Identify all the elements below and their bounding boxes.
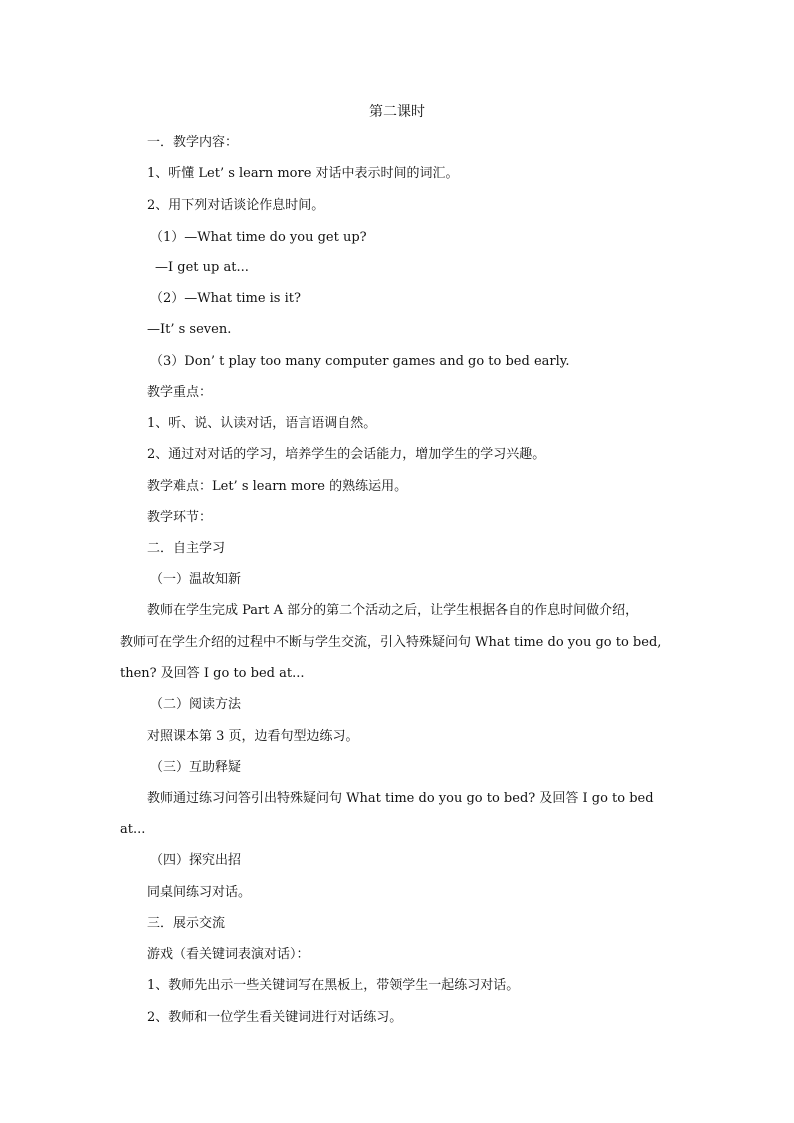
procedure-heading: 教学环节： — [147, 510, 213, 525]
subsection-explore: （四）探究出招 — [150, 853, 242, 868]
difficulty-line: 教学难点：Let’ s learn more 的熟练运用。 — [147, 479, 408, 494]
dialogue-3: （3）Don’ t play too many computer games and go to bed early. — [150, 354, 570, 369]
paragraph-review-line-2: 教师可在学生介绍的过程中不断与学生交流，引入特殊疑问句 What time do you go to bed, — [120, 635, 662, 650]
content-item-1: 1、听懂 Let’ s learn more 对话中表示时间的词汇。 — [147, 166, 459, 181]
game-heading: 游戏（看关键词表演对话）： — [147, 947, 310, 962]
subsection-review: （一）温故知新 — [150, 572, 242, 587]
subsection-mutual-help: （三）互助释疑 — [150, 760, 242, 775]
paragraph-explore: 同桌间练习对话。 — [147, 885, 252, 900]
paragraph-mutual-help-line-1: 教师通过练习问答引出特殊疑问句 What time do you go to bed? 及回答 I go to bed — [147, 791, 654, 806]
paragraph-review-line-3: then? 及回答 I go to bed at... — [120, 666, 305, 681]
dialogue-2-answer: —It’ s seven. — [147, 322, 232, 337]
dialogue-1-answer: —I get up at... — [155, 260, 249, 275]
game-step-2: 2、教师和一位学生看关键词进行对话练习。 — [147, 1010, 403, 1025]
subsection-reading-method: （二）阅读方法 — [150, 697, 242, 712]
content-item-2: 2、用下列对话谈论作息时间。 — [147, 198, 325, 213]
game-step-1: 1、教师先出示一些关键词写在黑板上，带领学生一起练习对话。 — [147, 978, 520, 993]
section-heading-self-study: 二．自主学习 — [147, 541, 226, 556]
paragraph-reading-method: 对照课本第 3 页，边看句型边练习。 — [147, 729, 359, 744]
section-heading-content: 一．教学内容： — [147, 135, 239, 150]
page-title: 第二课时 — [369, 104, 425, 120]
key-point-1: 1、听、说、认读对话，语言语调自然。 — [147, 416, 377, 431]
section-heading-show: 三．展示交流 — [147, 916, 226, 931]
paragraph-review-line-1: 教师在学生完成 Part A 部分的第二个活动之后，让学生根据各自的作息时间做介绍， — [147, 603, 639, 618]
key-point-2: 2、通过对对话的学习，培养学生的会话能力，增加学生的学习兴趣。 — [147, 447, 546, 462]
dialogue-1-question: （1）—What time do you get up? — [150, 230, 367, 245]
paragraph-mutual-help-line-2: at... — [120, 822, 146, 837]
dialogue-2-question: （2）—What time is it? — [150, 291, 301, 306]
key-points-heading: 教学重点： — [147, 385, 213, 400]
